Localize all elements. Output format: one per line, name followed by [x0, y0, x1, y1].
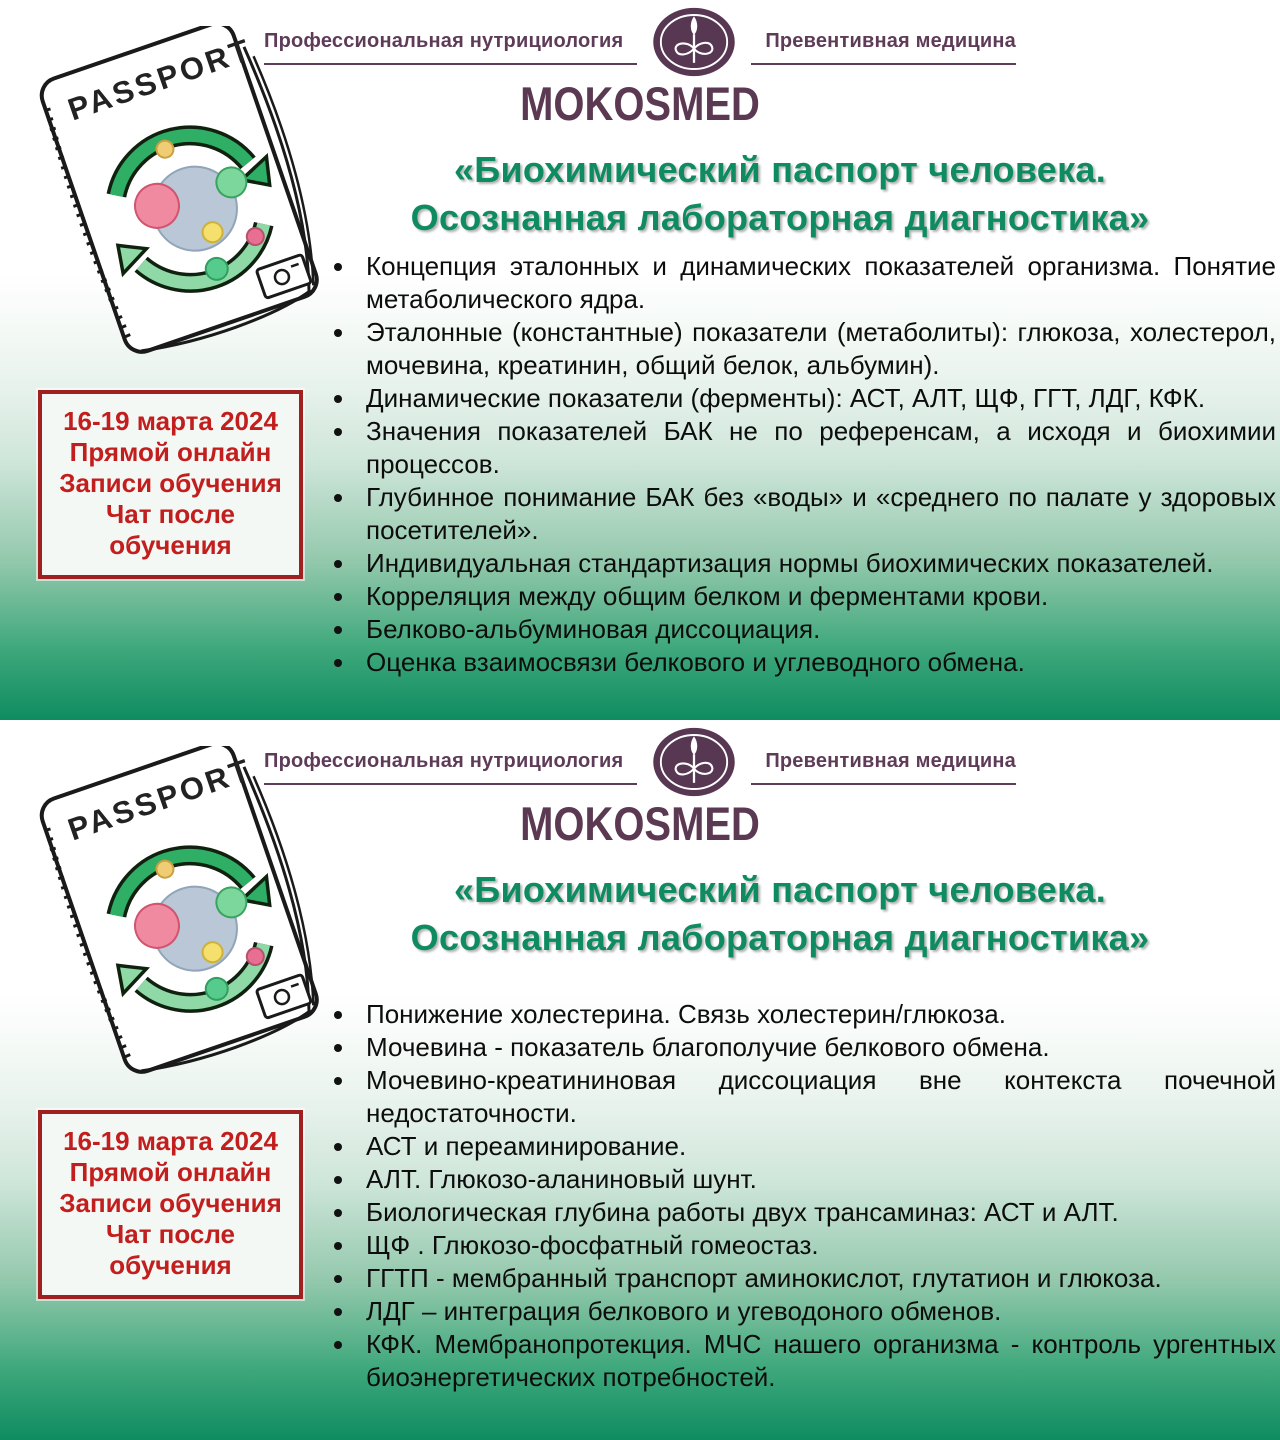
passport-label: PASSPORT [63, 751, 257, 848]
brand-title: MOKOSMED [520, 77, 760, 130]
topic-bullet: Мочевина - показатель благополучие белкового обмена. [330, 1031, 1276, 1064]
topic-bullet: Мочевино-креатининовая диссоциация вне контекста почечной недостаточности. [330, 1064, 1276, 1130]
date-box-line: 16-19 марта 2024 [63, 1126, 278, 1156]
date-box [38, 390, 303, 579]
topic-bullet: Значения показателей БАК не по референсам, а исходя и биохимии процессов. [330, 415, 1276, 481]
date-box-lines [48, 406, 293, 561]
course-title-line2: Осознанная лабораторная диагностика» [410, 916, 1150, 958]
topics-list-1 [330, 250, 1276, 679]
date-box-line: Записи обучения [59, 468, 282, 498]
flyer-panel-2 [0, 720, 1280, 1440]
header-left-label: Профессиональная нутрициология [264, 30, 637, 65]
topic-bullet: Оценка взаимосвязи белкового и углеводного обмена. [330, 646, 1276, 679]
brand-title: MOKOSMED [520, 797, 760, 850]
date-box-line: Прямой онлайн [69, 437, 272, 467]
date-box-line: Чат после обучения [105, 499, 236, 560]
date-box [38, 1110, 303, 1299]
passport-illustration [6, 26, 368, 374]
date-box-lines [48, 1126, 293, 1281]
date-box-line: Чат после обучения [105, 1219, 236, 1280]
topic-bullet: ЩФ . Глюкозо-фосфатный гомеостаз. [330, 1229, 1276, 1262]
topic-bullet: Белково-альбуминовая диссоциация. [330, 613, 1276, 646]
header-left-label: Профессиональная нутрициология [264, 750, 637, 785]
topic-bullet: Корреляция между общим белком и ферментами крови. [330, 580, 1276, 613]
passport-label: PASSPORT [63, 31, 257, 128]
header-right-label: Превентивная медицина [751, 750, 1016, 785]
topic-bullet: ЛДГ – интеграция белкового и угеводоного обменов. [330, 1295, 1276, 1328]
course-title-line1: «Биохимический паспорт человека. [453, 149, 1107, 190]
topic-bullet: Понижение холестерина. Связь холестерин/глюкоза. [330, 998, 1276, 1031]
topic-bullet: Индивидуальная стандартизация нормы биохимических показателей. [330, 547, 1276, 580]
topic-bullet: АСТ и переаминирование. [330, 1130, 1276, 1163]
course-title-line2: Осознанная лабораторная диагностика» [410, 196, 1150, 238]
topic-bullet: Эталонные (константные) показатели (метаболиты): глюкоза, холестерол, мочевина, креатинин, общий белок, альбумин). [330, 316, 1276, 382]
topic-bullet: Биологическая глубина работы двух трансаминаз: АСТ и АЛТ. [330, 1196, 1276, 1229]
course-title-line1: «Биохимический паспорт человека. [453, 869, 1107, 910]
mokosmed-emblem-icon [651, 726, 737, 798]
passport-illustration [6, 746, 368, 1094]
topic-bullet: КФК. Мембранопротекция. МЧС нашего организма - контроль ургентных биоэнергетических потребностей. [330, 1328, 1276, 1394]
topic-bullet: ГГТП - мембранный транспорт аминокислот, глутатион и глюкоза. [330, 1262, 1276, 1295]
course-title [300, 146, 1260, 241]
topic-bullet: Концепция эталонных и динамических показателей организма. Понятие метаболического ядра. [330, 250, 1276, 316]
topic-bullet: АЛТ. Глюкозо-аланиновый шунт. [330, 1163, 1276, 1196]
date-box-line: Прямой онлайн [69, 1157, 272, 1187]
mokosmed-emblem-icon [651, 6, 737, 78]
topic-bullet: Глубинное понимание БАК без «воды» и «среднего по палате у здоровых посетителей». [330, 481, 1276, 547]
course-title [300, 866, 1260, 961]
date-box-line: 16-19 марта 2024 [63, 406, 278, 436]
date-box-line: Записи обучения [59, 1188, 282, 1218]
topics-list-2 [330, 998, 1276, 1394]
topic-bullet: Динамические показатели (ферменты): АСТ, АЛТ, ЩФ, ГГТ, ЛДГ, КФК. [330, 382, 1276, 415]
header-right-label: Превентивная медицина [751, 30, 1016, 65]
